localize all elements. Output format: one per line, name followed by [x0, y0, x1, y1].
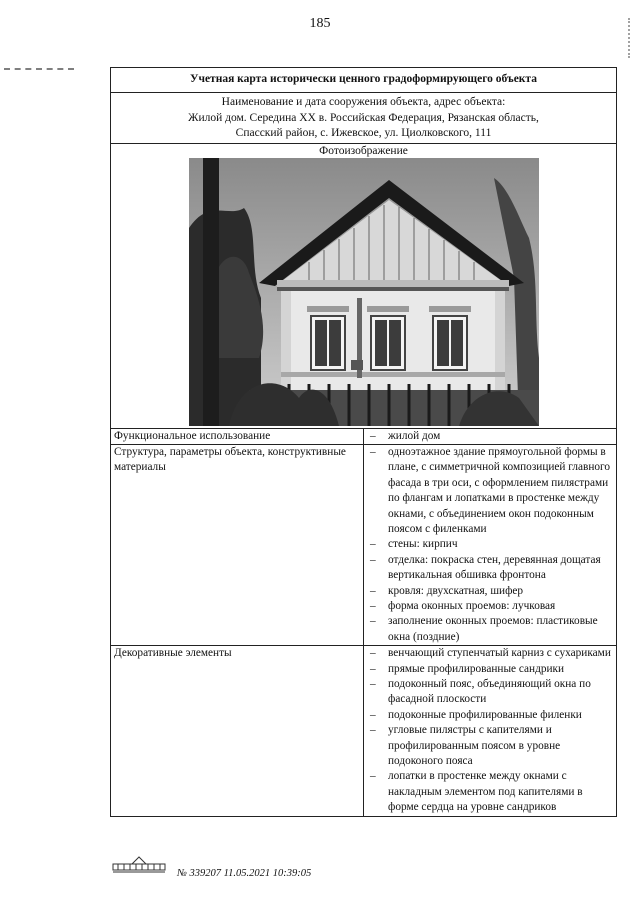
object-name-line: Спасский район, с. Ижевское, ул. Циолковского, 111	[235, 127, 492, 139]
page-number: 185	[309, 16, 331, 31]
row-label-decor: Декоративные элементы	[111, 646, 364, 816]
document-registration-code: № 339207 11.05.2021 10:39:05	[177, 868, 312, 879]
list-item: – отделка: покраска стен, деревянная дощатая вертикальная обшивка фронтона	[370, 553, 601, 582]
record-card-table	[110, 67, 617, 817]
house-photo	[189, 158, 539, 426]
row-label-structure: Структура, параметры объекта, конструктивные материалы	[111, 444, 364, 645]
object-name-line: Жилой дом. Середина XX в. Российская Федерация, Рязанская область,	[188, 111, 539, 124]
list-item: – венчающий ступенчатый карниз с сухариками	[370, 647, 611, 660]
object-name-cell	[111, 93, 617, 144]
list-item: – жилой дом	[370, 429, 441, 442]
government-building-stamp-icon	[112, 855, 166, 873]
row-value-structure	[364, 444, 617, 645]
photo-label: Фотоизображение	[319, 144, 408, 157]
row-label-usage: Функциональное использование	[111, 428, 364, 444]
row-value-decor	[364, 646, 617, 816]
list-item: – подоконные профилированные филенки	[370, 708, 582, 721]
list-item: – подоконный пояс, объединяющий окна по фасадной плоскости	[370, 678, 591, 706]
photo-cell	[111, 143, 617, 428]
row-value-usage	[364, 428, 617, 444]
list-item: – одноэтажное здание прямоугольной формы в плане, с симметричной композицией главного фасада в три оси, с оформлением пилястрами по флангам и лопатками в простенке между окнами, с объединением окон подоконным поясом с филенками	[370, 445, 611, 535]
scan-dash-mark	[4, 68, 74, 72]
list-item: – прямые профилированные сандрики	[370, 662, 565, 675]
list-item: – угловые пилястры с капителями и профилированным поясом в уровне подоконого пояса	[370, 724, 561, 768]
list-item: – форма оконных проемов: лучковая	[370, 599, 556, 612]
card-title: Учетная карта исторически ценного градоформирующего объекта	[111, 68, 617, 93]
list-item: – заполнение оконных проемов: пластиковые окна (поздние)	[370, 615, 598, 643]
list-item: – стены: кирпич	[370, 538, 458, 551]
list-item: – кровля: двухскатная, шифер	[370, 584, 524, 597]
object-name-line: Наименование и дата сооружения объекта, адрес объекта:	[221, 96, 506, 108]
list-item: – лопатки в простенке между окнами с накладным элементом под капителями в форме сердца на уровне сандриков	[370, 770, 583, 814]
